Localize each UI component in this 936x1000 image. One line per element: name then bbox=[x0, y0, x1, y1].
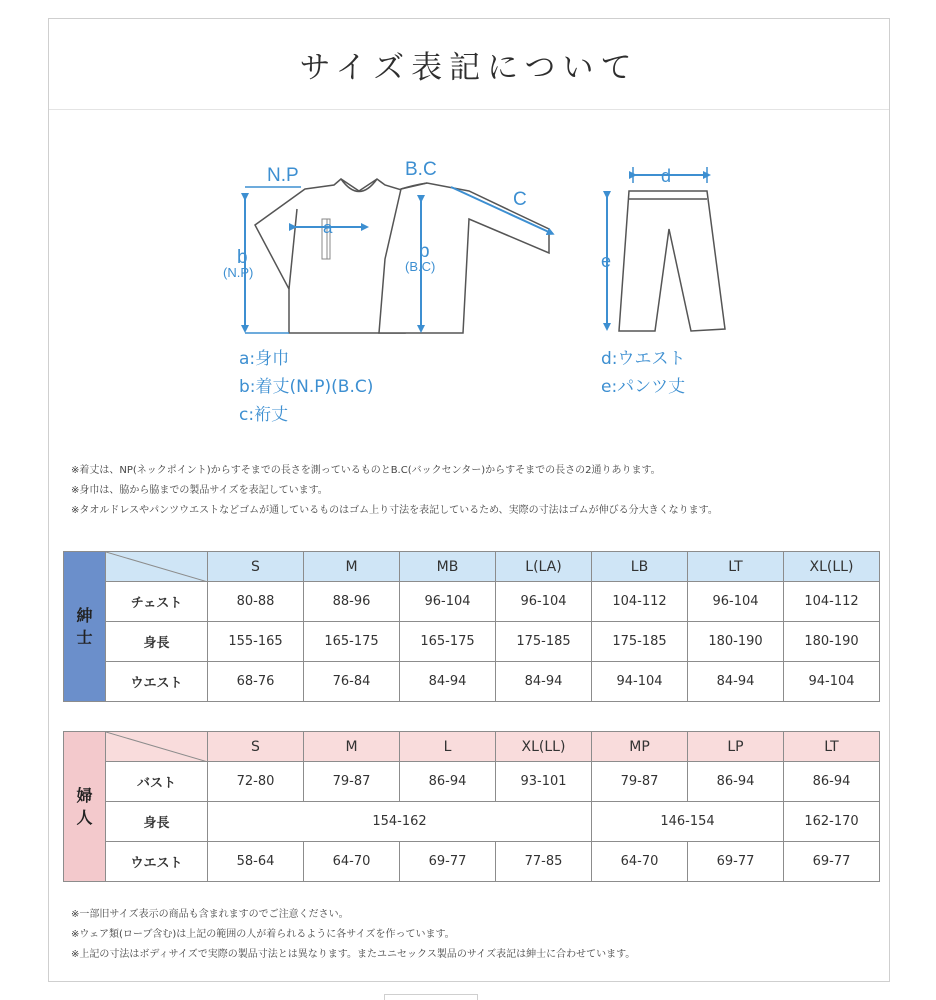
table-cell: 104-112 bbox=[784, 582, 880, 622]
table-cell: 80-88 bbox=[208, 582, 304, 622]
table-cell: 76-84 bbox=[304, 662, 400, 702]
size-header: MP bbox=[592, 732, 688, 762]
size-header: LB bbox=[592, 552, 688, 582]
pants-illustration bbox=[619, 191, 725, 331]
men-size-table bbox=[63, 551, 880, 702]
size-header: MB bbox=[400, 552, 496, 582]
label-b-np: b bbox=[237, 247, 248, 268]
row-label: バスト bbox=[106, 762, 208, 802]
table-cell: 86-94 bbox=[400, 762, 496, 802]
row-label: 身長 bbox=[106, 802, 208, 842]
table-cell: 165-175 bbox=[400, 622, 496, 662]
note-line: ※着丈は、NP(ネックポイント)からすそまでの長さを測っているものとB.C(バックセンター)からすそまでの長さの2通りあります。 bbox=[71, 465, 661, 476]
label-c: C bbox=[513, 189, 527, 210]
size-header: XL(LL) bbox=[784, 552, 880, 582]
note-line: ※身巾は、脇から脇までの製品サイズを表記しています。 bbox=[71, 485, 328, 496]
table-cell: 84-94 bbox=[400, 662, 496, 702]
table-row bbox=[64, 802, 880, 842]
row-label: 身長 bbox=[106, 622, 208, 662]
men-label-cell bbox=[64, 552, 106, 702]
legend-left bbox=[239, 345, 373, 429]
label-bc-paren: (B.C) bbox=[405, 259, 436, 274]
note-line: ※タオルドレスやパンツウエストなどゴムが通しているものはゴム上り寸法を表記しているため、実際の寸法はゴムが伸びる分大きくなります。 bbox=[71, 505, 718, 516]
table-cell: 69-77 bbox=[784, 842, 880, 882]
size-header: M bbox=[304, 552, 400, 582]
table-cell: 96-104 bbox=[400, 582, 496, 622]
women-label-cell bbox=[64, 732, 106, 882]
men-label: 紳士 bbox=[76, 605, 93, 647]
table-row bbox=[64, 842, 880, 882]
size-header: LT bbox=[688, 552, 784, 582]
row-label: ウエスト bbox=[106, 662, 208, 702]
corner-cell bbox=[106, 732, 208, 762]
table-cell: 155-165 bbox=[208, 622, 304, 662]
table-cell: 84-94 bbox=[496, 662, 592, 702]
legend-item: c:裄丈 bbox=[239, 405, 289, 425]
table-cell: 68-76 bbox=[208, 662, 304, 702]
label-np: N.P bbox=[267, 165, 299, 186]
table-cell: 165-175 bbox=[304, 622, 400, 662]
table-cell: 69-77 bbox=[688, 842, 784, 882]
garment-diagram bbox=[49, 19, 889, 439]
table-cell: 96-104 bbox=[496, 582, 592, 622]
table-cell: 104-112 bbox=[592, 582, 688, 622]
size-header: S bbox=[208, 732, 304, 762]
note-line: ※一部旧サイズ表示の商品も含まれますのでご注意ください。 bbox=[71, 909, 349, 920]
table-cell: 64-70 bbox=[592, 842, 688, 882]
size-guide-card bbox=[48, 18, 890, 982]
table-row bbox=[64, 762, 880, 802]
table-cell: 86-94 bbox=[784, 762, 880, 802]
table-cell: 180-190 bbox=[688, 622, 784, 662]
label-b-bc: b bbox=[419, 241, 430, 262]
notes-top bbox=[71, 461, 718, 521]
women-size-table bbox=[63, 731, 880, 882]
table-cell: 58-64 bbox=[208, 842, 304, 882]
label-np-paren: (N.P) bbox=[223, 265, 254, 280]
table-cell: 88-96 bbox=[304, 582, 400, 622]
table-cell: 94-104 bbox=[784, 662, 880, 702]
legend-item: d:ウエスト bbox=[601, 349, 686, 369]
label-bc: B.C bbox=[405, 159, 437, 180]
size-header: M bbox=[304, 732, 400, 762]
size-header: S bbox=[208, 552, 304, 582]
table-cell: 154-162 bbox=[208, 802, 592, 842]
table-cell: 146-154 bbox=[592, 802, 784, 842]
label-a: a bbox=[323, 218, 333, 237]
table-cell: 175-185 bbox=[592, 622, 688, 662]
table-cell: 162-170 bbox=[784, 802, 880, 842]
page-title: サイズ表記について bbox=[299, 49, 639, 86]
table-cell: 175-185 bbox=[496, 622, 592, 662]
size-header: L bbox=[400, 732, 496, 762]
note-line: ※ウェア類(ローブ含む)は上記の範囲の人が着られるように各サイズを作っています。 bbox=[71, 929, 455, 940]
row-label: チェスト bbox=[106, 582, 208, 622]
size-header: XL(LL) bbox=[496, 732, 592, 762]
table-cell: 69-77 bbox=[400, 842, 496, 882]
notes-bottom bbox=[71, 905, 635, 965]
row-label: ウエスト bbox=[106, 842, 208, 882]
note-line: ※上記の寸法はボディサイズで実際の製品寸法とは異なります。またユニセックス製品のサイズ表記は紳士に合わせています。 bbox=[71, 949, 636, 960]
corner-cell bbox=[106, 552, 208, 582]
women-label: 婦人 bbox=[76, 785, 93, 827]
table-cell: 94-104 bbox=[592, 662, 688, 702]
table-cell: 96-104 bbox=[688, 582, 784, 622]
legend-item: b:着丈(N.P)(B.C) bbox=[239, 377, 374, 397]
table-cell: 84-94 bbox=[688, 662, 784, 702]
table-row bbox=[64, 662, 880, 702]
bottom-tab-edge bbox=[384, 994, 478, 1000]
table-cell: 93-101 bbox=[496, 762, 592, 802]
size-header: LP bbox=[688, 732, 784, 762]
size-header: L(LA) bbox=[496, 552, 592, 582]
table-cell: 180-190 bbox=[784, 622, 880, 662]
size-header: LT bbox=[784, 732, 880, 762]
table-cell: 72-80 bbox=[208, 762, 304, 802]
table-row bbox=[64, 582, 880, 622]
table-cell: 64-70 bbox=[304, 842, 400, 882]
table-cell: 79-87 bbox=[304, 762, 400, 802]
table-cell: 86-94 bbox=[688, 762, 784, 802]
label-e: e bbox=[601, 251, 612, 271]
legend-right bbox=[601, 345, 686, 401]
legend-item: e:パンツ丈 bbox=[601, 377, 686, 397]
table-cell: 79-87 bbox=[592, 762, 688, 802]
table-cell: 77-85 bbox=[496, 842, 592, 882]
legend-item: a:身巾 bbox=[239, 349, 290, 369]
label-d: d bbox=[661, 166, 672, 186]
table-row bbox=[64, 622, 880, 662]
